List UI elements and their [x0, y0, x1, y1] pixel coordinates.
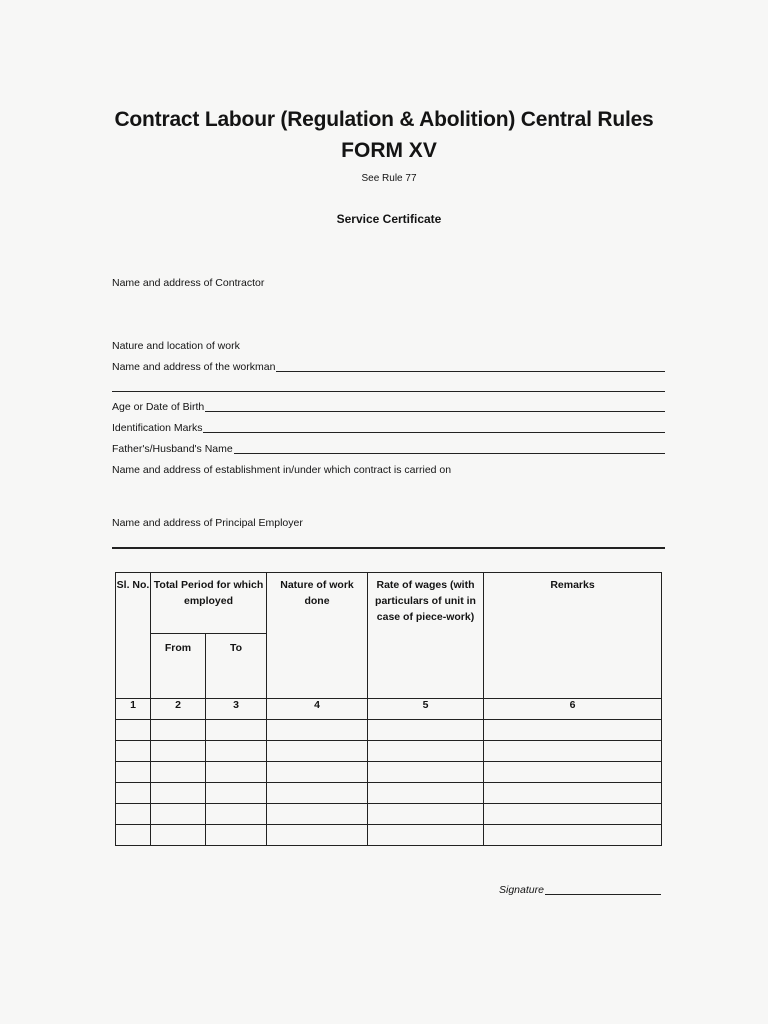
- table-cell: [151, 762, 206, 783]
- table-row: [116, 825, 662, 846]
- table-cell: [484, 762, 662, 783]
- table-row: [116, 804, 662, 825]
- column-number: 1: [116, 699, 151, 720]
- workman-second-line: [112, 391, 665, 392]
- signature-label: Signature: [499, 884, 544, 896]
- table-cell: [484, 783, 662, 804]
- table-row: [116, 783, 662, 804]
- form-number: FORM XV: [341, 139, 437, 162]
- table-row: [116, 720, 662, 741]
- header-sl-no: Sl. No.: [116, 573, 151, 699]
- column-number: 2: [151, 699, 206, 720]
- table-cell: [267, 762, 368, 783]
- table-cell: [206, 720, 267, 741]
- table-cell: [267, 825, 368, 846]
- table-cell: [116, 825, 151, 846]
- table-cell: [368, 720, 484, 741]
- table-row: [116, 741, 662, 762]
- father-husband-line: [234, 453, 665, 454]
- table-cell: [206, 741, 267, 762]
- workman-line: [276, 371, 665, 372]
- table-cell: [151, 720, 206, 741]
- header-remarks: Remarks: [484, 573, 662, 699]
- header-to: To: [206, 634, 267, 699]
- header-from: From: [151, 634, 206, 699]
- identification-line: [203, 432, 665, 433]
- table-cell: [116, 720, 151, 741]
- age-line: [205, 411, 665, 412]
- column-number: 4: [267, 699, 368, 720]
- nature-location-label: Nature and location of work: [112, 340, 240, 352]
- principal-employer-line: [112, 547, 665, 549]
- table-cell: [368, 783, 484, 804]
- table-cell: [151, 741, 206, 762]
- table-cell: [116, 804, 151, 825]
- table-cell: [267, 720, 368, 741]
- father-husband-label: Father's/Husband's Name: [112, 443, 233, 455]
- establishment-label: Name and address of establishment in/under which contract is carried on: [112, 464, 452, 476]
- document-title: Contract Labour (Regulation & Abolition) Central Rules: [114, 108, 654, 131]
- rule-reference: See Rule 77: [361, 173, 417, 184]
- column-number: 5: [368, 699, 484, 720]
- signature-line: [545, 894, 661, 895]
- table-cell: [484, 825, 662, 846]
- age-label: Age or Date of Birth: [112, 401, 205, 413]
- table-cell: [484, 804, 662, 825]
- header-rate-of-wages: Rate of wages (with particulars of unit in case of piece-work): [368, 573, 484, 699]
- age-field: [112, 399, 665, 413]
- table-cell: [484, 741, 662, 762]
- table-cell: [116, 741, 151, 762]
- table-cell: [206, 783, 267, 804]
- workman-field: [112, 359, 665, 373]
- table-cell: [368, 741, 484, 762]
- table-cell: [267, 804, 368, 825]
- table-cell: [151, 825, 206, 846]
- table-cell: [368, 762, 484, 783]
- column-number: 6: [484, 699, 662, 720]
- table-row: [116, 762, 662, 783]
- table-cell: [206, 825, 267, 846]
- table-cell: [267, 741, 368, 762]
- table-cell: [368, 825, 484, 846]
- table-cell: [368, 804, 484, 825]
- table-cell: [206, 762, 267, 783]
- table-cell: [267, 783, 368, 804]
- identification-field: [112, 420, 665, 434]
- table-cell: [151, 783, 206, 804]
- table-cell: [151, 804, 206, 825]
- identification-label: Identification Marks: [112, 422, 203, 434]
- contractor-label: Name and address of Contractor: [112, 277, 265, 289]
- table-cell: [484, 720, 662, 741]
- certificate-title: Service Certificate: [336, 212, 442, 226]
- header-nature-of-work: Nature of work done: [267, 573, 368, 699]
- signature-field: [499, 884, 661, 896]
- father-husband-field: [112, 441, 665, 455]
- table-cell: [206, 804, 267, 825]
- principal-employer-label: Name and address of Principal Employer: [112, 517, 303, 529]
- column-number: 3: [206, 699, 267, 720]
- workman-label: Name and address of the workman: [112, 361, 276, 373]
- column-number-row: [116, 699, 662, 720]
- header-total-period: Total Period for which employed: [151, 573, 267, 634]
- service-table: [115, 572, 662, 846]
- table-cell: [116, 762, 151, 783]
- table-cell: [116, 783, 151, 804]
